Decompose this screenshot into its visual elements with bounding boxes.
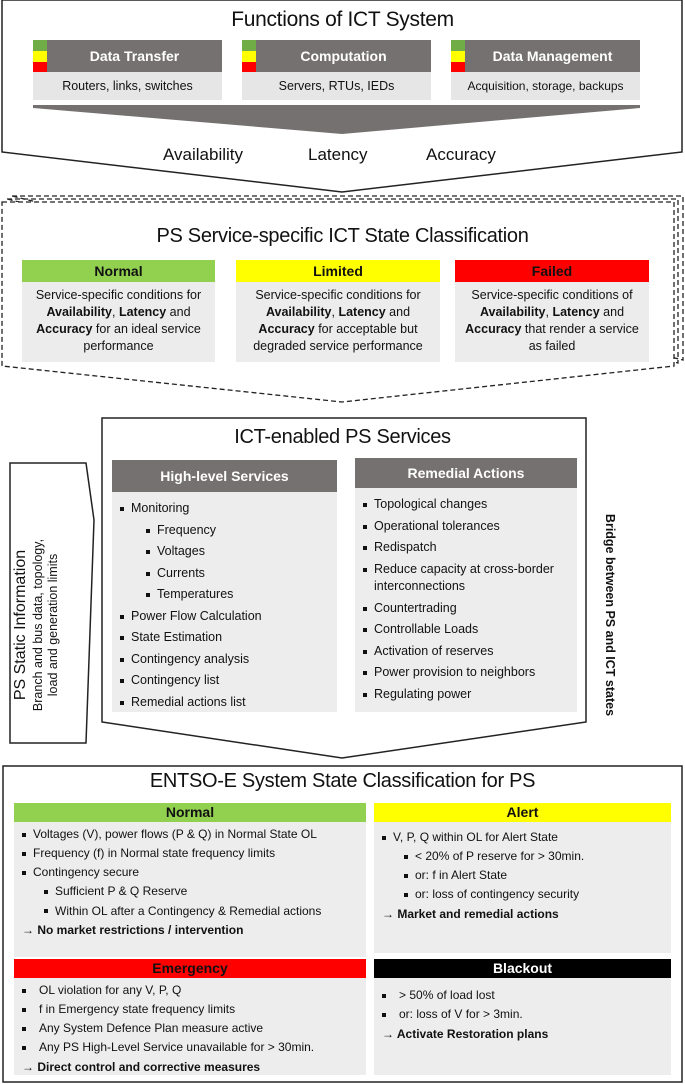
entsoe-emergency-header: Emergency — [14, 959, 366, 978]
list-item: Contingency secure — [22, 863, 358, 882]
entsoe-normal-header: Normal — [14, 803, 366, 822]
list-item: Topological changes — [363, 494, 569, 516]
ict-state-normal-description: Service-specific conditions for Availability, Latency and Accuracy for an ideal service performance — [22, 282, 215, 362]
entsoe-emergency-action: → Direct control and corrective measures — [22, 1060, 261, 1074]
list-item: Voltages — [146, 541, 329, 563]
entsoe-blackout-header: Blackout — [374, 959, 671, 978]
arrow-right-icon: → — [22, 923, 38, 937]
entsoe-emergency-body — [14, 978, 366, 1075]
list-item: Sufficient P & Q Reserve — [44, 882, 358, 901]
limited-state-swatch — [451, 51, 465, 62]
failed-state-swatch — [242, 62, 256, 72]
remedial-actions-list — [355, 488, 577, 712]
entsoe-alert-header: Alert — [374, 803, 671, 822]
list-item: Contingency list — [120, 670, 329, 692]
arrow-right-icon: → — [382, 1027, 397, 1041]
function-components: Servers, RTUs, IEDs — [242, 72, 431, 100]
list-item: Any System Defence Plan measure active — [22, 1019, 358, 1038]
high-level-services-header: High-level Services — [112, 460, 337, 492]
list-item: Voltages (V), power flows (P & Q) in Normal State OL — [22, 825, 358, 844]
ict-state-title: PS Service-specific ICT State Classification — [156, 225, 529, 247]
quality-latency: Latency — [308, 145, 368, 164]
list-item: or: loss of contingency security — [404, 885, 663, 904]
normal-state-swatch — [451, 40, 465, 51]
list-item: Frequency — [146, 520, 329, 542]
function-computation: Computation — [256, 40, 431, 72]
entsoe-normal-body — [14, 822, 366, 957]
bridge-label: Bridge between PS and ICT states — [603, 513, 617, 717]
list-item: Currents — [146, 563, 329, 585]
quality-availability: Availability — [163, 145, 244, 164]
entsoe-blackout-action: → Activate Restoration plans — [382, 1027, 549, 1041]
list-item: Regulating power — [363, 684, 569, 706]
remedial-actions-header: Remedial Actions — [355, 458, 577, 488]
arrow-right-icon: → — [22, 1060, 38, 1074]
list-item: OL violation for any V, P, Q — [22, 981, 358, 1000]
normal-state-swatch — [242, 40, 256, 51]
list-item: or: loss of V for > 3min. — [382, 1005, 663, 1024]
list-item: Any PS High-Level Service unavailable for > 30min. — [22, 1038, 358, 1057]
list-item: Power provision to neighbors — [363, 662, 569, 684]
function-components: Acquisition, storage, backups — [451, 72, 640, 100]
static-info-detail: Branch and bus data, topology, — [31, 538, 45, 712]
function-data-transfer: Data Transfer — [47, 40, 222, 72]
entsoe-alert-body — [374, 822, 671, 953]
list-item: V, P, Q within OL for Alert State — [382, 828, 663, 847]
list-item: Remedial actions list — [120, 692, 329, 714]
normal-state-swatch — [33, 40, 47, 51]
list-item: f in Emergency state frequency limits — [22, 1000, 358, 1019]
list-item: Contingency analysis — [120, 649, 329, 671]
limited-state-swatch — [242, 51, 256, 62]
entsoe-normal-action: → No market restrictions / intervention — [22, 923, 244, 937]
list-item: Controllable Loads — [363, 619, 569, 641]
ps-services-title: ICT-enabled PS Services — [234, 426, 451, 448]
list-item: Reduce capacity at cross-border interconnections — [363, 559, 569, 598]
failed-state-swatch — [33, 62, 47, 72]
list-item: State Estimation — [120, 627, 329, 649]
static-info-title: PS Static Information — [12, 549, 29, 701]
arrow-right-icon: → — [382, 907, 398, 921]
function-components: Routers, links, switches — [33, 72, 222, 100]
list-item: Power Flow Calculation — [120, 606, 329, 628]
list-item: > 50% of load lost — [382, 986, 663, 1005]
entsoe-alert-action: → Market and remedial actions — [382, 907, 559, 921]
list-item: or: f in Alert State — [404, 866, 663, 885]
static-info-label — [11, 485, 85, 765]
list-item: Countertrading — [363, 598, 569, 620]
failed-state-swatch — [451, 62, 465, 72]
ict-state-failed-header: Failed — [455, 260, 649, 282]
entsoe-blackout-body — [374, 978, 671, 1075]
list-item: Operational tolerances — [363, 516, 569, 538]
list-item: Redispatch — [363, 537, 569, 559]
list-item: Frequency (f) in Normal state frequency limits — [22, 844, 358, 863]
ict-state-limited-description: Service-specific conditions for Availability, Latency and Accuracy for acceptable but degraded service performance — [236, 282, 440, 362]
ict-state-limited-header: Limited — [236, 260, 440, 282]
quality-accuracy: Accuracy — [426, 145, 496, 164]
ict-state-normal-header: Normal — [22, 260, 215, 282]
function-data-management: Data Management — [465, 40, 640, 72]
list-item: Within OL after a Contingency & Remedial actions — [44, 901, 358, 920]
list-item: Temperatures — [146, 584, 329, 606]
list-item: < 20% of P reserve for > 30min. — [404, 847, 663, 866]
ict-state-failed-description: Service-specific conditions of Availability, Latency and Accuracy that render a service as failed — [455, 282, 649, 362]
list-item: Monitoring — [120, 498, 329, 520]
limited-state-swatch — [33, 51, 47, 62]
list-item: Activation of reserves — [363, 641, 569, 663]
static-info-detail: load and generation limits — [46, 553, 60, 697]
entsoe-title: ENTSO-E System State Classification for PS — [149, 770, 536, 792]
ict-functions-title: Functions of ICT System — [231, 8, 454, 31]
high-level-services-list — [112, 492, 337, 712]
